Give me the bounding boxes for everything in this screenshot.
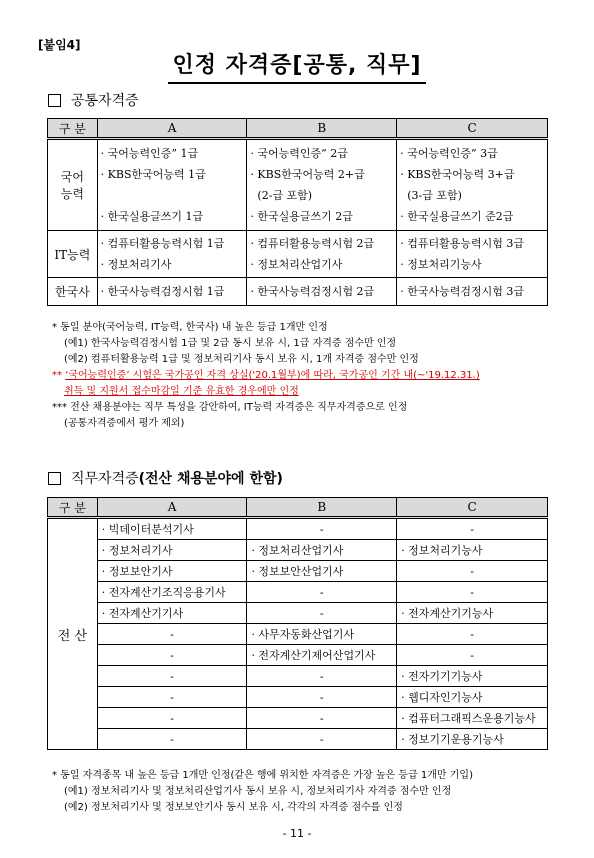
cert-cell-a: - — [97, 708, 247, 729]
cell-history-a — [97, 278, 247, 306]
table-row — [48, 729, 548, 750]
cert-cell-a: - — [97, 729, 247, 750]
cert-cell-a: · 정보보안기사 — [97, 561, 247, 582]
cell-it-a — [97, 231, 247, 278]
job-cert-table — [47, 497, 548, 750]
cert-cell-b: · 사무자동화산업기사 — [247, 624, 397, 645]
note-warning-text: ‘국어능력인증’ 시험은 국가공인 자격 상실('20.1월부)에 따라, 국가공인 기간 내(~'19.12.31.) — [65, 370, 480, 381]
table-header-row — [48, 498, 548, 518]
header-a: A — [97, 498, 247, 518]
cert-cell-a: · 전자계산기기사 — [97, 603, 247, 624]
table-row — [48, 687, 548, 708]
cert-item: · 국어능력인증” 2급 — [250, 147, 348, 160]
cert-cell-c: · 컴퓨터그래픽스운용기능사 — [397, 708, 548, 729]
cert-cell-c: - — [397, 582, 548, 603]
table-row-it — [48, 231, 548, 278]
header-b: B — [247, 498, 397, 518]
cert-item: · 한국실용글쓰기 준2급 — [400, 210, 514, 223]
table-row — [48, 540, 548, 561]
cell-history-c — [397, 278, 548, 306]
header-c: C — [397, 119, 548, 139]
cert-cell-a: · 정보처리기사 — [97, 540, 247, 561]
table-row — [48, 582, 548, 603]
cert-item: · KBS한국어능력 2+급 — [250, 168, 365, 181]
table-row — [48, 624, 548, 645]
attachment-tag: [붙임4] — [38, 38, 81, 52]
cell-korean-b — [247, 139, 397, 231]
cert-cell-b: - — [247, 603, 397, 624]
cert-item: · 국어능력인증” 3급 — [400, 147, 498, 160]
row-label-line: 능력 — [60, 187, 84, 201]
note-warning-cont — [52, 384, 480, 400]
table-row — [48, 561, 548, 582]
note-line: * 동일 자격종목 내 높은 등급 1개만 인정(같은 행에 위치한 자격증은 가장 높은 등급 1개만 기입) — [52, 770, 473, 781]
section-job-label: 직무자격증 — [71, 471, 139, 487]
table-row — [48, 518, 548, 540]
page-title: 인정 자격증[공통, 직무] — [168, 52, 425, 84]
cert-cell-c: · 전자계산기기능사 — [397, 603, 548, 624]
cert-cell-b: - — [247, 729, 397, 750]
cert-item: · 컴퓨터활용능력시험 3급 — [400, 237, 524, 250]
cert-cell-c: · 정보처리기능사 — [397, 540, 548, 561]
cert-item: (2-급 포함) — [250, 189, 313, 202]
row-label-line: 국어 — [60, 170, 84, 184]
note-warning — [52, 368, 480, 384]
cert-cell-b: · 전자계산기제어산업기사 — [247, 645, 397, 666]
cert-cell-c: - — [397, 645, 548, 666]
cert-item: (3-급 포함) — [400, 189, 462, 202]
cert-cell-c: - — [397, 561, 548, 582]
table-row — [48, 645, 548, 666]
cert-item: · KBS한국어능력 1급 — [100, 168, 206, 181]
cert-item: · 한국실용글쓰기 1급 — [100, 210, 204, 223]
cert-item: · 정보처리기사 — [100, 258, 172, 271]
cell-korean-a — [97, 139, 247, 231]
cert-cell-a: - — [97, 624, 247, 645]
cert-item: · 한국사능력검정시험 1급 — [100, 285, 225, 298]
notes-common — [52, 320, 480, 432]
cert-cell-b: - — [247, 518, 397, 540]
table-row — [48, 603, 548, 624]
notes-job — [52, 768, 473, 816]
table-row-korean — [48, 139, 548, 231]
cert-item: · 국어능력인증” 1급 — [100, 147, 199, 160]
job-cert-rows — [48, 518, 548, 750]
table-row — [48, 708, 548, 729]
section-common — [48, 90, 139, 110]
cert-item: · 정보처리산업기사 — [250, 258, 343, 271]
cert-item: · 컴퓨터활용능력시험 2급 — [250, 237, 375, 250]
row-label-history: 한국사 — [48, 278, 98, 306]
cert-cell-c: · 전자기기기능사 — [397, 666, 548, 687]
cert-item: · KBS한국어능력 3+급 — [400, 168, 515, 181]
row-label-it: 전 산 — [48, 518, 98, 750]
header-category: 구 분 — [48, 498, 98, 518]
table-row — [48, 666, 548, 687]
section-job-scope: (전산 채용분야에 한함) — [138, 471, 283, 487]
cert-cell-b: - — [247, 687, 397, 708]
cert-cell-a: - — [97, 645, 247, 666]
cert-cell-c: - — [397, 518, 548, 540]
cert-cell-b: · 정보보안산업기사 — [247, 561, 397, 582]
cell-it-c — [397, 231, 548, 278]
cert-cell-c: · 웹디자인기능사 — [397, 687, 548, 708]
cert-item: · 정보처리기능사 — [400, 258, 482, 271]
note-stars: ** — [52, 370, 62, 381]
note-line: (예2) 정보처리기사 및 정보보안기사 동시 보유 시, 각각의 자격증 점수를 인정 — [64, 802, 403, 813]
cert-cell-b: - — [247, 582, 397, 603]
note-line: (예2) 컴퓨터활용능력 1급 및 정보처리기사 동시 보유 시, 1개 자격증 점수만 인정 — [64, 354, 419, 365]
header-category: 구 분 — [48, 119, 98, 139]
cert-item: · 한국사능력검정시험 3급 — [400, 285, 524, 298]
cert-cell-b: · 정보처리산업기사 — [247, 540, 397, 561]
note-line: (예1) 정보처리기사 및 정보처리산업기사 동시 보유 시, 정보처리기사 자격증 점수만 인정 — [64, 786, 452, 797]
cert-cell-c: - — [397, 624, 548, 645]
common-cert-table — [47, 118, 548, 306]
cell-korean-c — [397, 139, 548, 231]
section-common-label: 공통자격증 — [71, 93, 139, 109]
cert-item: · 컴퓨터활용능력시험 1급 — [100, 237, 225, 250]
header-b: B — [247, 119, 397, 139]
checkbox-square-icon — [48, 94, 61, 107]
section-job — [48, 468, 283, 488]
cert-cell-b: - — [247, 708, 397, 729]
note-line: (공통자격증에서 평가 제외) — [64, 418, 185, 429]
cert-item — [101, 185, 244, 206]
note-line: * 동일 분야(국어능력, IT능력, 한국사) 내 높은 등급 1개만 인정 — [52, 322, 328, 333]
checkbox-square-icon — [48, 472, 61, 485]
cert-item: · 한국사능력검정시험 2급 — [250, 285, 375, 298]
page-number: - 11 - — [282, 827, 312, 840]
header-a: A — [97, 119, 247, 139]
cert-cell-a: · 빅데이터분석기사 — [97, 518, 247, 540]
table-row-history — [48, 278, 548, 306]
cell-it-b — [247, 231, 397, 278]
row-label-korean — [48, 139, 98, 231]
cert-cell-a: · 전자계산기조직응용기사 — [97, 582, 247, 603]
cert-cell-a: - — [97, 666, 247, 687]
cert-item: · 한국실용글쓰기 2급 — [250, 210, 353, 223]
cert-cell-c: · 정보기기운용기능사 — [397, 729, 548, 750]
row-label-it: IT능력 — [48, 231, 98, 278]
note-line: *** 전산 채용분야는 직무 특성을 감안하여, IT능력 자격증은 직무자격증으로 인정 — [52, 402, 408, 413]
title-wrap — [0, 52, 594, 84]
note-line: (예1) 한국사능력검정시험 1급 및 2급 동시 보유 시, 1급 자격증 점수만 인정 — [64, 338, 397, 349]
header-c: C — [397, 498, 548, 518]
note-warning-text: 취득 및 지원서 접수마감일 기준 유효한 경우에만 인정 — [64, 386, 299, 397]
cell-history-b — [247, 278, 397, 306]
table-header-row — [48, 119, 548, 139]
cert-cell-a: - — [97, 687, 247, 708]
cert-cell-b: - — [247, 666, 397, 687]
